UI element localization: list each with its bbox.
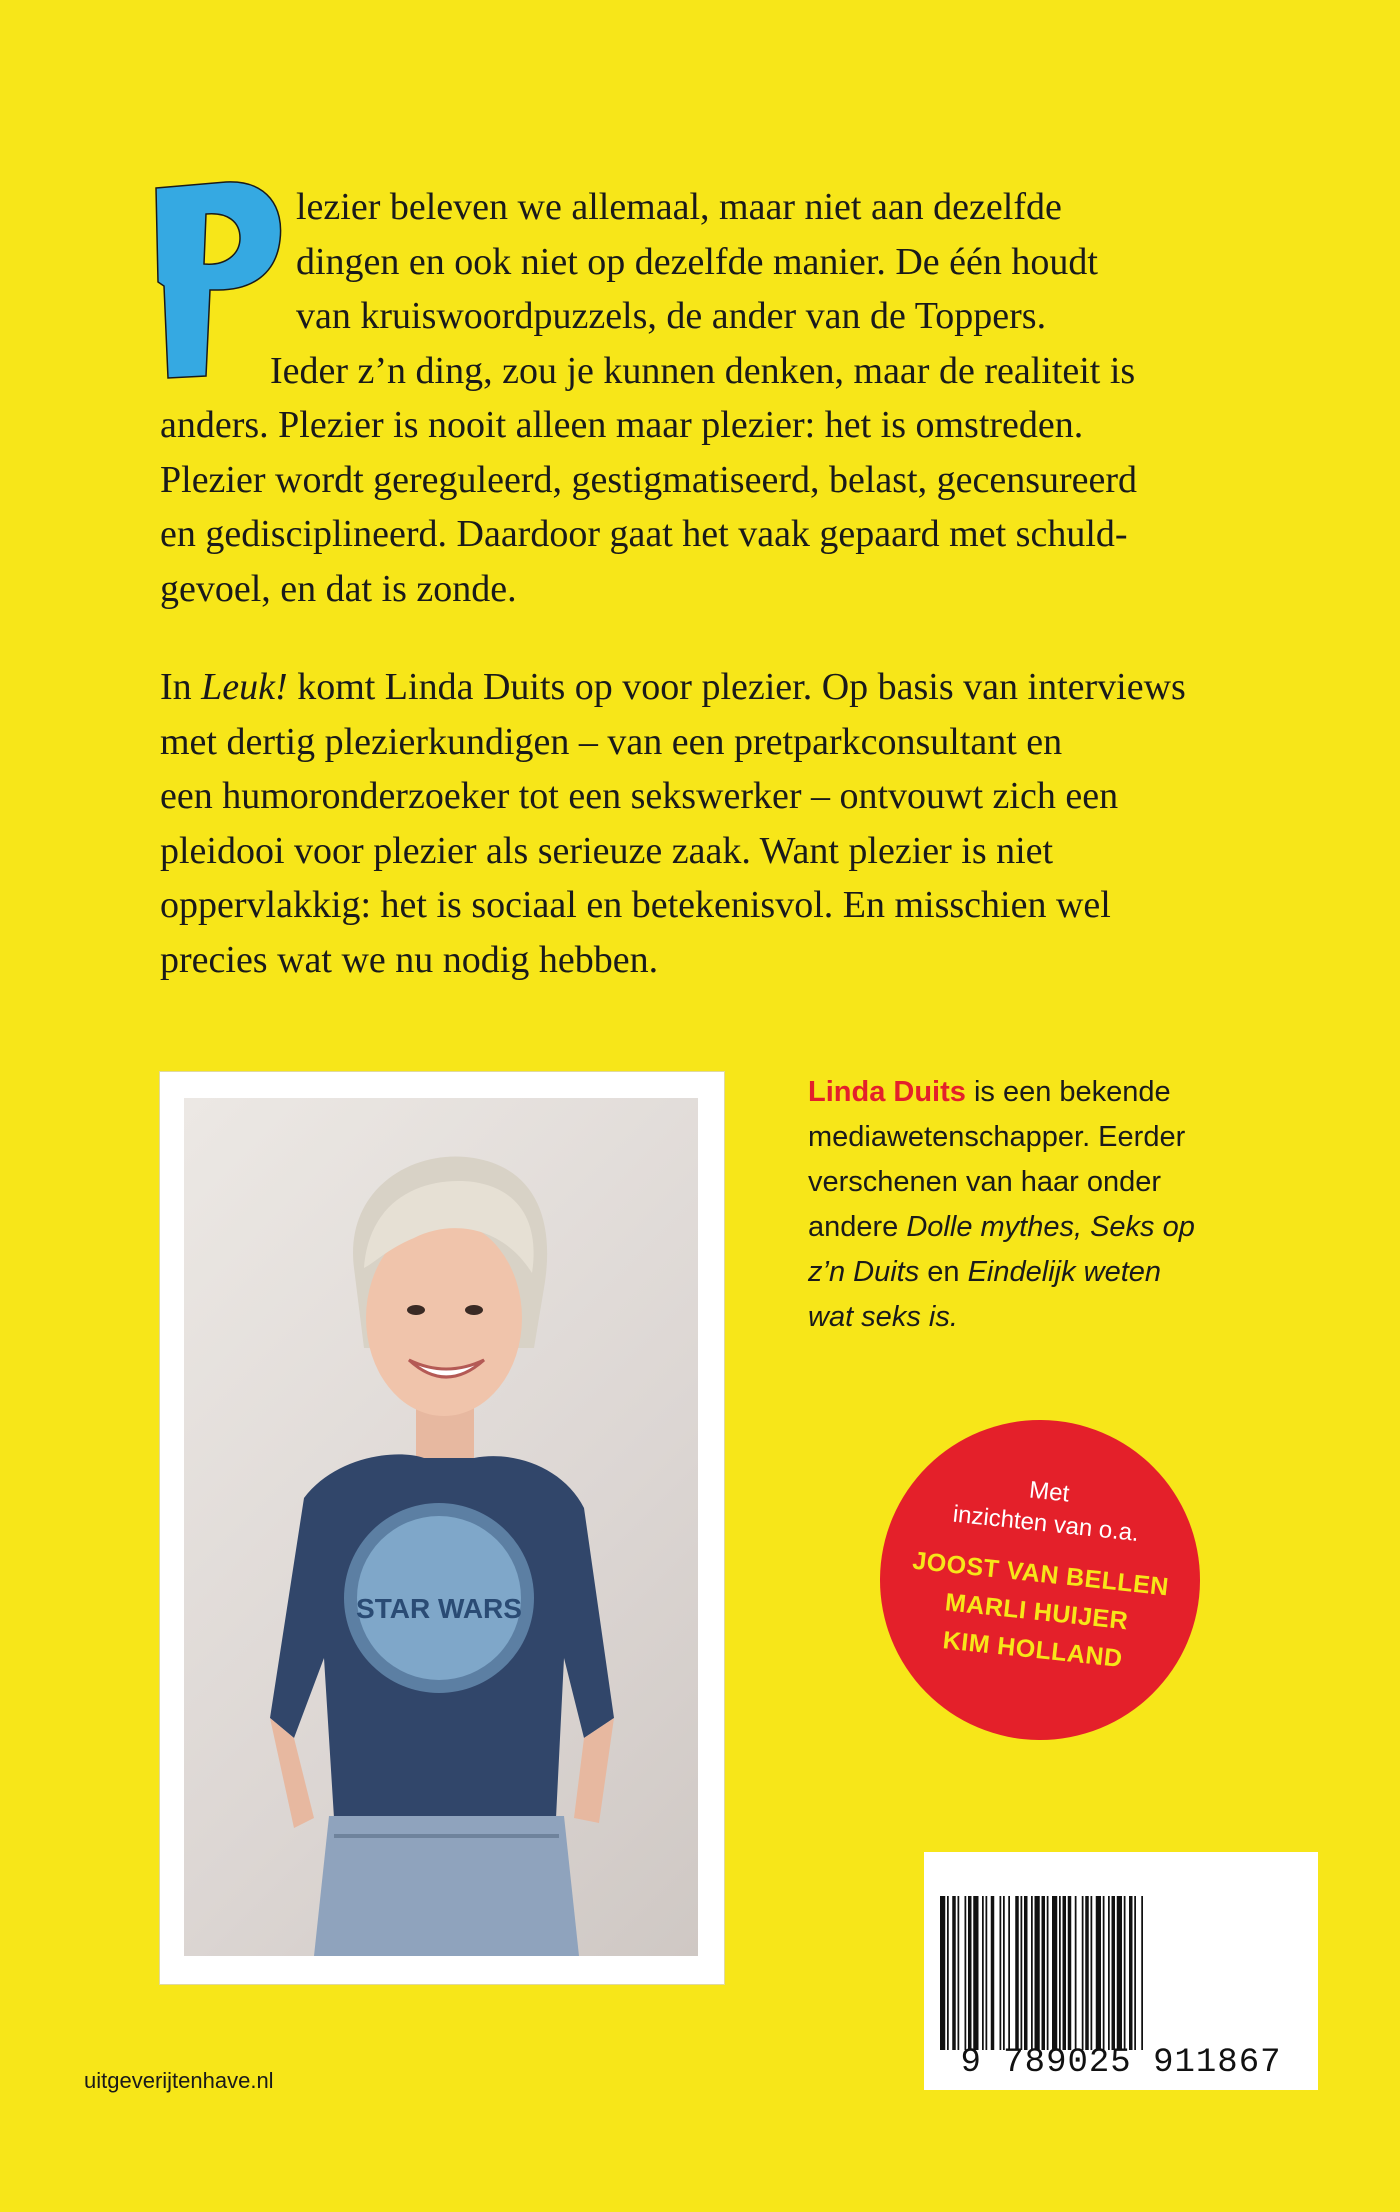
badge-name: MARLI HUIJER (943, 1588, 1130, 1636)
intro-line: van kruiswoordpuzzels, de ander van de Toppers. (296, 295, 1047, 337)
summary-line: precies wat we nu nodig hebben. (160, 938, 659, 981)
intro-line: en gedisciplineerd. Daardoor gaat het vaak gepaard met schuld- (160, 513, 1128, 555)
author-photo (184, 1098, 698, 1956)
summary-paragraph (160, 660, 1280, 987)
insights-badge: Met inzichten van o.a. JOOST VAN BELLEN MARLI HUIJER KIM HOLLAND (864, 1404, 1216, 1756)
author-name: Linda Duits (808, 1076, 966, 1108)
intro-line: dingen en ook niet op dezelfde manier. De één houdt (296, 240, 1098, 283)
author-bio: Linda Duits is een bekende mediawetenschapper. Eerder verschenen van haar onder andere Dolle mythes, Seks op z’n Duits en Eindelijk weten wat seks is. (808, 1076, 1195, 1333)
intro-line: anders. Plezier is nooit alleen maar plezier: het is omstreden. (160, 404, 1084, 446)
shirt-text: STAR WARS (356, 1593, 522, 1624)
book-title: Leuk! (201, 666, 288, 708)
summary-line: een humoronderzoeker tot een sekswerker – ontvouwt zich een (160, 775, 1119, 817)
summary-line: oppervlakkig: het is sociaal en betekenisvol. En misschien wel (160, 884, 1111, 926)
summary-line: In Leuk! komt Linda Duits op voor plezier. Op basis van interviews (160, 666, 1186, 708)
publisher-url: uitgeverijtenhave.nl (84, 2068, 274, 2093)
badge-name: JOOST VAN BELLEN (911, 1546, 1171, 1602)
intro-line: lezier beleven we allemaal, maar niet aan dezelfde (296, 186, 1062, 228)
summary-line: met dertig plezierkundigen – van een pretparkconsultant en (160, 720, 1063, 763)
summary-line: pleidooi voor plezier als serieuze zaak. Want plezier is niet (160, 829, 1054, 872)
badge-name: KIM HOLLAND (941, 1626, 1124, 1673)
intro-line: Ieder z’n ding, zou je kunnen denken, maar de realiteit is (270, 349, 1136, 392)
intro-line: gevoel, en dat is zonde. (160, 567, 517, 610)
barcode-icon (940, 1896, 1302, 2050)
intro-paragraph (160, 180, 1280, 616)
isbn: 9 789025 911867 (960, 2044, 1282, 2082)
intro-line: Plezier wordt gereguleerd, gestigmatiseerd, belast, gecensureerd (160, 458, 1138, 501)
